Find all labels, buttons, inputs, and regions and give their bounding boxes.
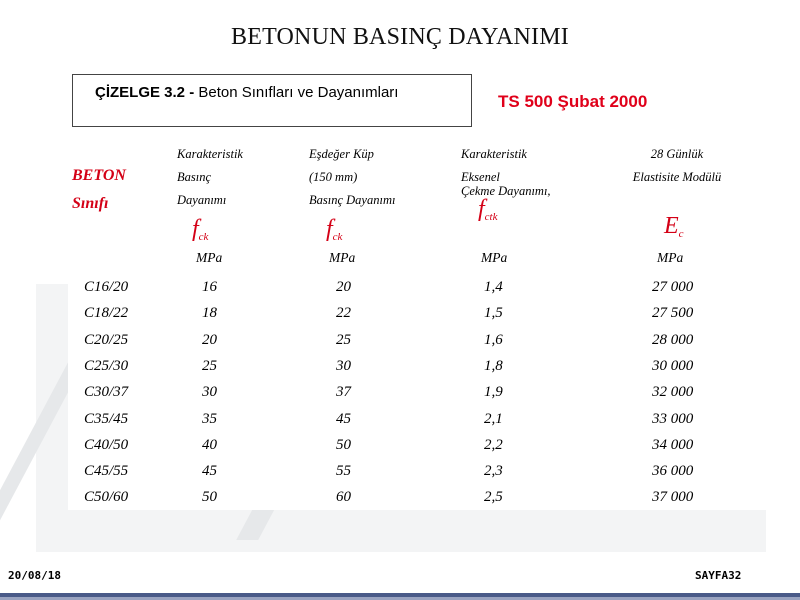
cell-fck: 16 xyxy=(202,279,217,295)
header-line: Dayanımı xyxy=(177,193,227,207)
cell-cube-strength: 25 xyxy=(336,331,351,348)
cell-class: C45/55 xyxy=(84,463,129,480)
table-row xyxy=(0,406,800,432)
cell-class: C20/25 xyxy=(84,331,129,348)
header-line: Karakteristik xyxy=(177,147,243,161)
caption-box xyxy=(72,74,472,127)
standard-reference: TS 500 Şubat 2000 xyxy=(498,92,648,111)
symbol-fctk xyxy=(478,196,498,223)
symbol-fck xyxy=(192,216,208,243)
caption-separator: - xyxy=(185,84,199,101)
cell-class: C18/22 xyxy=(84,305,129,322)
cell-elastic-modulus: 37 000 xyxy=(652,489,694,506)
cell-elastic-modulus: 36 000 xyxy=(652,463,694,480)
header-line: Karakteristik xyxy=(461,147,527,161)
symbol-ec xyxy=(664,213,684,240)
cell-fck: 20 xyxy=(202,331,217,348)
header-line: Elastisite Modülü xyxy=(632,170,722,184)
cell-elastic-modulus: 27 500 xyxy=(652,305,694,322)
table-row xyxy=(0,274,800,300)
cell-fck: 30 xyxy=(202,384,217,401)
symbol-letter: f xyxy=(326,216,333,242)
cell-fctk: 2,2 xyxy=(484,436,503,453)
cell-class: C16/20 xyxy=(84,279,129,295)
symbol-letter: E xyxy=(664,213,679,239)
row-header-line2: Sınıfı xyxy=(72,195,109,212)
cell-elastic-modulus: 27 000 xyxy=(652,279,694,295)
cell-fck: 25 xyxy=(202,357,217,374)
table-row xyxy=(0,484,800,510)
cell-fctk: 1,4 xyxy=(484,279,503,295)
cell-cube-strength: 37 xyxy=(336,384,351,401)
table-row xyxy=(0,458,800,484)
cell-fck: 45 xyxy=(202,463,217,480)
cell-fck: 18 xyxy=(202,305,217,322)
cell-fctk: 1,9 xyxy=(484,384,503,401)
cell-class: C50/60 xyxy=(84,489,129,506)
cell-cube-strength: 30 xyxy=(336,357,351,374)
cell-fctk: 2,5 xyxy=(484,489,503,506)
cell-fctk: 1,5 xyxy=(484,305,503,322)
column-header-fck xyxy=(177,143,243,212)
cell-fctk: 2,1 xyxy=(484,410,503,427)
footer-date: 20/08/18 xyxy=(8,569,61,582)
column-header-cube xyxy=(309,143,395,212)
symbol-fck-cube xyxy=(326,216,342,243)
cell-fck: 35 xyxy=(202,410,217,427)
column-header-ec xyxy=(612,143,742,189)
symbol-subscript: ck xyxy=(198,231,209,243)
cell-fctk: 2,3 xyxy=(484,463,503,480)
cell-class: C35/45 xyxy=(84,410,129,427)
cell-cube-strength: 45 xyxy=(336,410,351,427)
symbol-letter: f xyxy=(192,216,199,242)
symbol-subscript: ctk xyxy=(484,211,498,223)
caption-label: ÇİZELGE 3.2 xyxy=(95,84,186,101)
cell-cube-strength: 22 xyxy=(336,305,351,322)
unit-fctk: MPa xyxy=(481,250,508,265)
cell-class: C25/30 xyxy=(84,357,129,374)
cell-cube-strength: 20 xyxy=(336,279,351,295)
cell-elastic-modulus: 30 000 xyxy=(652,357,694,374)
unit-cube: MPa xyxy=(329,250,356,265)
row-header xyxy=(72,162,126,218)
table-row xyxy=(0,353,800,379)
row-header-line1: BETON xyxy=(72,167,126,184)
table-row xyxy=(0,327,800,353)
table-row xyxy=(0,432,800,458)
cell-elastic-modulus: 33 000 xyxy=(652,410,694,427)
cell-cube-strength: 55 xyxy=(336,463,351,480)
header-line: 28 Günlük xyxy=(650,147,704,161)
header-line: Eşdeğer Küp xyxy=(309,147,374,161)
cell-elastic-modulus: 28 000 xyxy=(652,331,694,348)
cell-class: C30/37 xyxy=(84,384,129,401)
cell-fck: 50 xyxy=(202,489,217,506)
column-header-fctk xyxy=(461,143,551,203)
caption-text: Beton Sınıfları ve Dayanımları xyxy=(198,84,399,101)
symbol-letter: f xyxy=(478,196,485,222)
header-line: Basınç xyxy=(177,170,212,184)
cell-elastic-modulus: 32 000 xyxy=(652,384,694,401)
cell-fctk: 1,8 xyxy=(484,357,503,374)
symbol-subscript: c xyxy=(678,228,684,240)
header-line: Eksenel xyxy=(461,170,500,184)
unit-fck: MPa xyxy=(196,250,223,265)
symbol-subscript: ck xyxy=(332,231,343,243)
table-caption xyxy=(95,84,398,101)
cell-fctk: 1,6 xyxy=(484,331,503,348)
footer-page-number: SAYFA32 xyxy=(695,569,742,582)
table-row xyxy=(0,300,800,326)
header-line: (150 mm) xyxy=(309,170,358,184)
cell-cube-strength: 60 xyxy=(336,489,351,506)
cell-fck: 40 xyxy=(202,436,217,453)
unit-ec: MPa xyxy=(657,250,684,265)
cell-elastic-modulus: 34 000 xyxy=(652,436,694,453)
cell-class: C40/50 xyxy=(84,436,129,453)
page-title: BETONUN BASINÇ DAYANIMI xyxy=(231,24,569,50)
header-line: Basınç Dayanımı xyxy=(309,193,396,207)
table-row xyxy=(0,379,800,405)
cell-cube-strength: 50 xyxy=(336,436,351,453)
header-line: Çekme Dayanımı, xyxy=(461,184,551,198)
